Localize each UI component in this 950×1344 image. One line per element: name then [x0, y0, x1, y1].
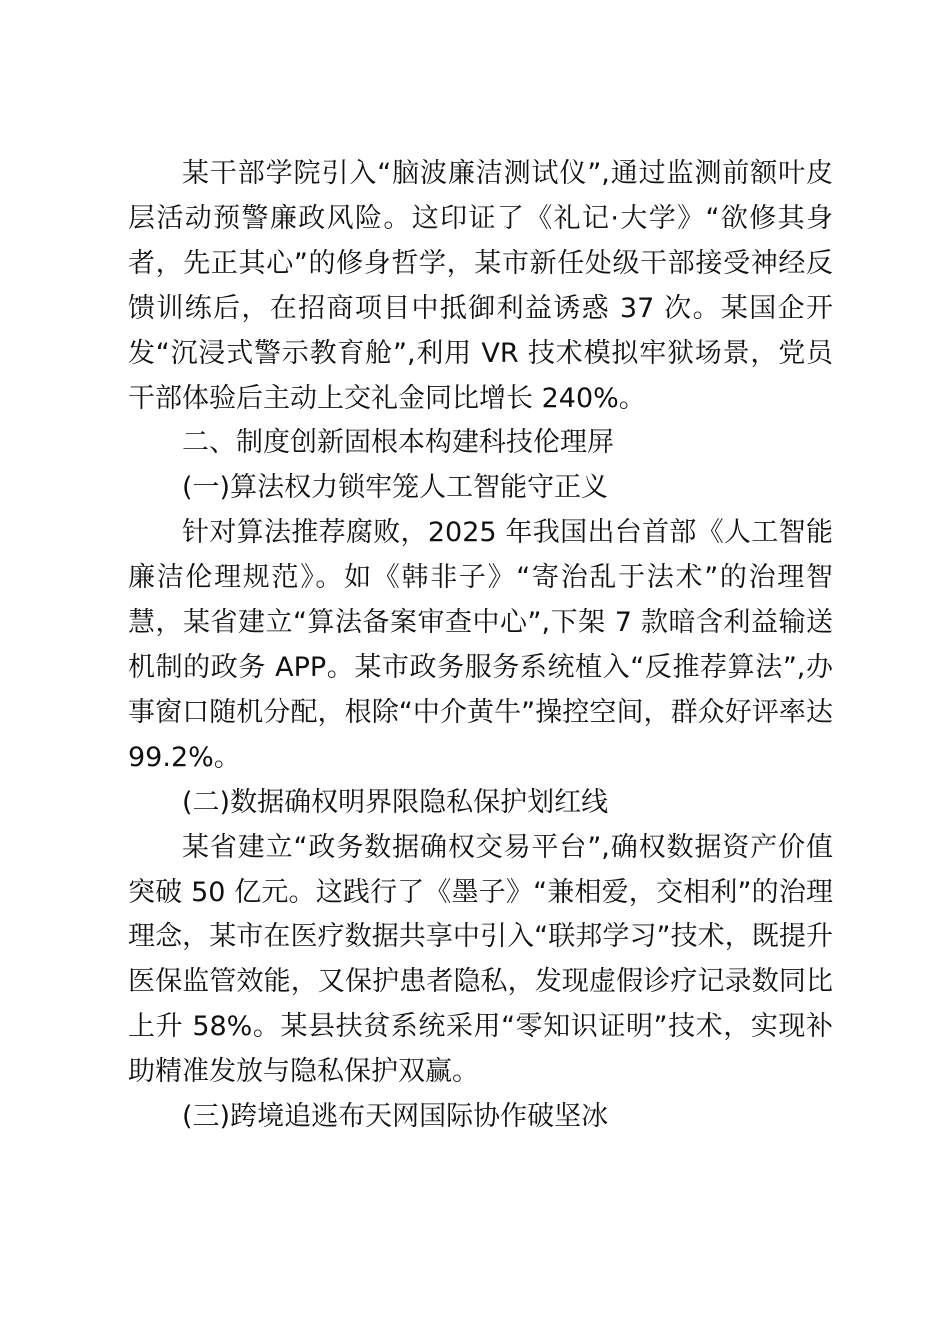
section-heading-2: 二、制度创新固根本构建科技伦理屏 — [182, 427, 614, 459]
subsection-heading-2: (二)数据确权明界限隐私保护划红线 — [182, 786, 609, 818]
document-page — [128, 152, 833, 1140]
paragraph-data-rights: 某省建立“政务数据确权交易平台”,确权数据资产价值突破 50 亿元。这践行了《墨子》“兼相爱，交相利”的治理理念，某市在医疗数据共享中引入“联邦学习”技术，既提升医保监管效能，又保护患者隐私，发现虚假诊疗记录数同比上升 58%。某县扶贫系统采用“零知识证明”技术，实现补助精准发放与隐私保护双赢。 — [128, 831, 833, 1088]
subsection-heading-1: (一)算法权力锁牢笼人工智能守正义 — [182, 472, 609, 504]
subsection-heading-3: (三)跨境追逃布天网国际协作破坚冰 — [182, 1101, 609, 1133]
paragraph-neurofeedback: 某干部学院引入“脑波廉洁测试仪”,通过监测前额叶皮层活动预警廉政风险。这印证了《礼记·大学》“欲修其身者，先正其心”的修身哲学，某市新任处级干部接受神经反馈训练后，在招商项目中抵御利益诱惑 37 次。某国企开发“沉浸式警示教育舱”,利用 VR 技术模拟牢狱场景，党员干部体验后主动上交礼金同比增长 240%。 — [128, 158, 833, 414]
paragraph-algorithm-regulation: 针对算法推荐腐败，2025 年我国出台首部《人工智能廉洁伦理规范》。如《韩非子》“寄治乱于法术”的治理智慧，某省建立“算法备案审查中心”,下架 7 款暗含利益输送机制的政务 APP。某市政务服务系统植入“反推荐算法”,办事窗口随机分配，根除“中介黄牛”操控空间，群众好评率达 99.2%。 — [128, 517, 833, 773]
